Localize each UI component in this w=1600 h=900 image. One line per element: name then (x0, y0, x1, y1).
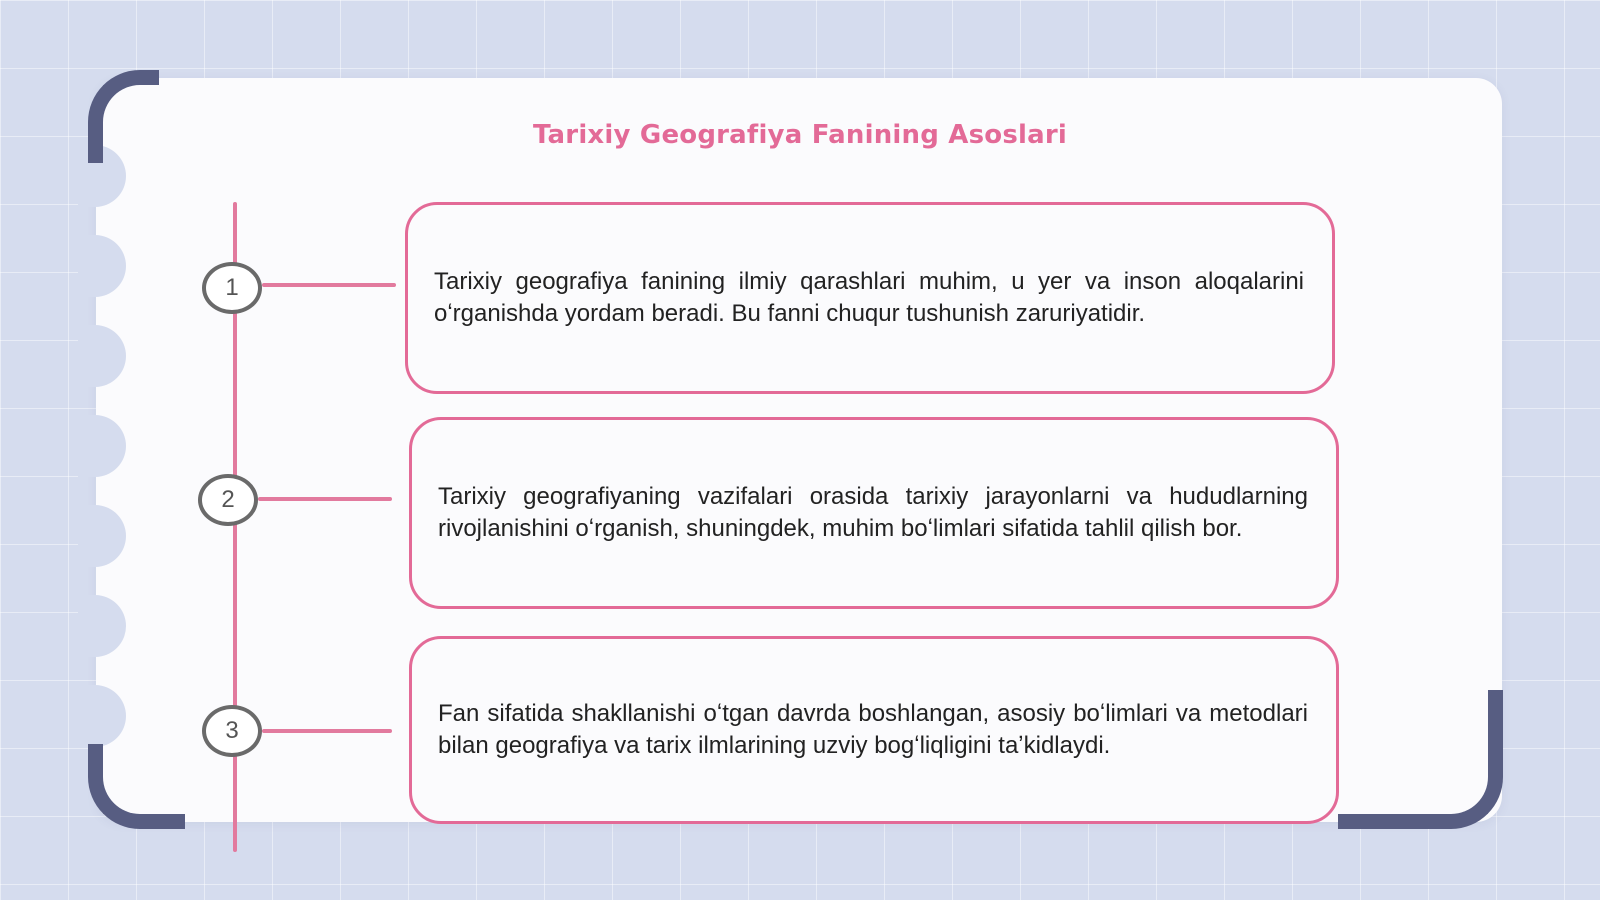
info-card-2 (409, 417, 1339, 609)
frame-corner-bottom-right (1338, 690, 1503, 829)
timeline-connector-3 (262, 729, 392, 733)
timeline-node-2: 2 (198, 474, 258, 526)
info-card-3 (409, 636, 1339, 824)
slide-title: Tarixiy Geografiya Fanining Asoslari (532, 120, 1068, 150)
info-card-text: Tarixiy geografiyaning vazifalari orasida tarixiy jarayonlarni va hududlarning rivojlanishini oʻrganish, shuningdek, muhim boʻlimlari sifatida tahlil qilish bor. (438, 483, 1308, 542)
timeline-connector-1 (262, 283, 396, 287)
timeline-node-3: 3 (202, 705, 262, 757)
info-card-1 (405, 202, 1335, 394)
timeline-node-1: 1 (202, 262, 262, 314)
info-card-text: Fan sifatida shakllanishi oʻtgan davrda boshlangan, asosiy boʻlimlari va metodlari bilan geografiya va tarix ilmlarining uzviy bogʻliqligini taʼkidlaydi. (438, 700, 1308, 759)
frame-corner-bottom-left (88, 744, 185, 829)
timeline-connector-2 (258, 497, 392, 501)
info-card-text: Tarixiy geografiya fanining ilmiy qarashlari muhim, u yer va inson aloqalarini oʻrganishda yordam beradi. Bu fanni chuqur tushunish zaruriyatidir. (434, 268, 1304, 327)
